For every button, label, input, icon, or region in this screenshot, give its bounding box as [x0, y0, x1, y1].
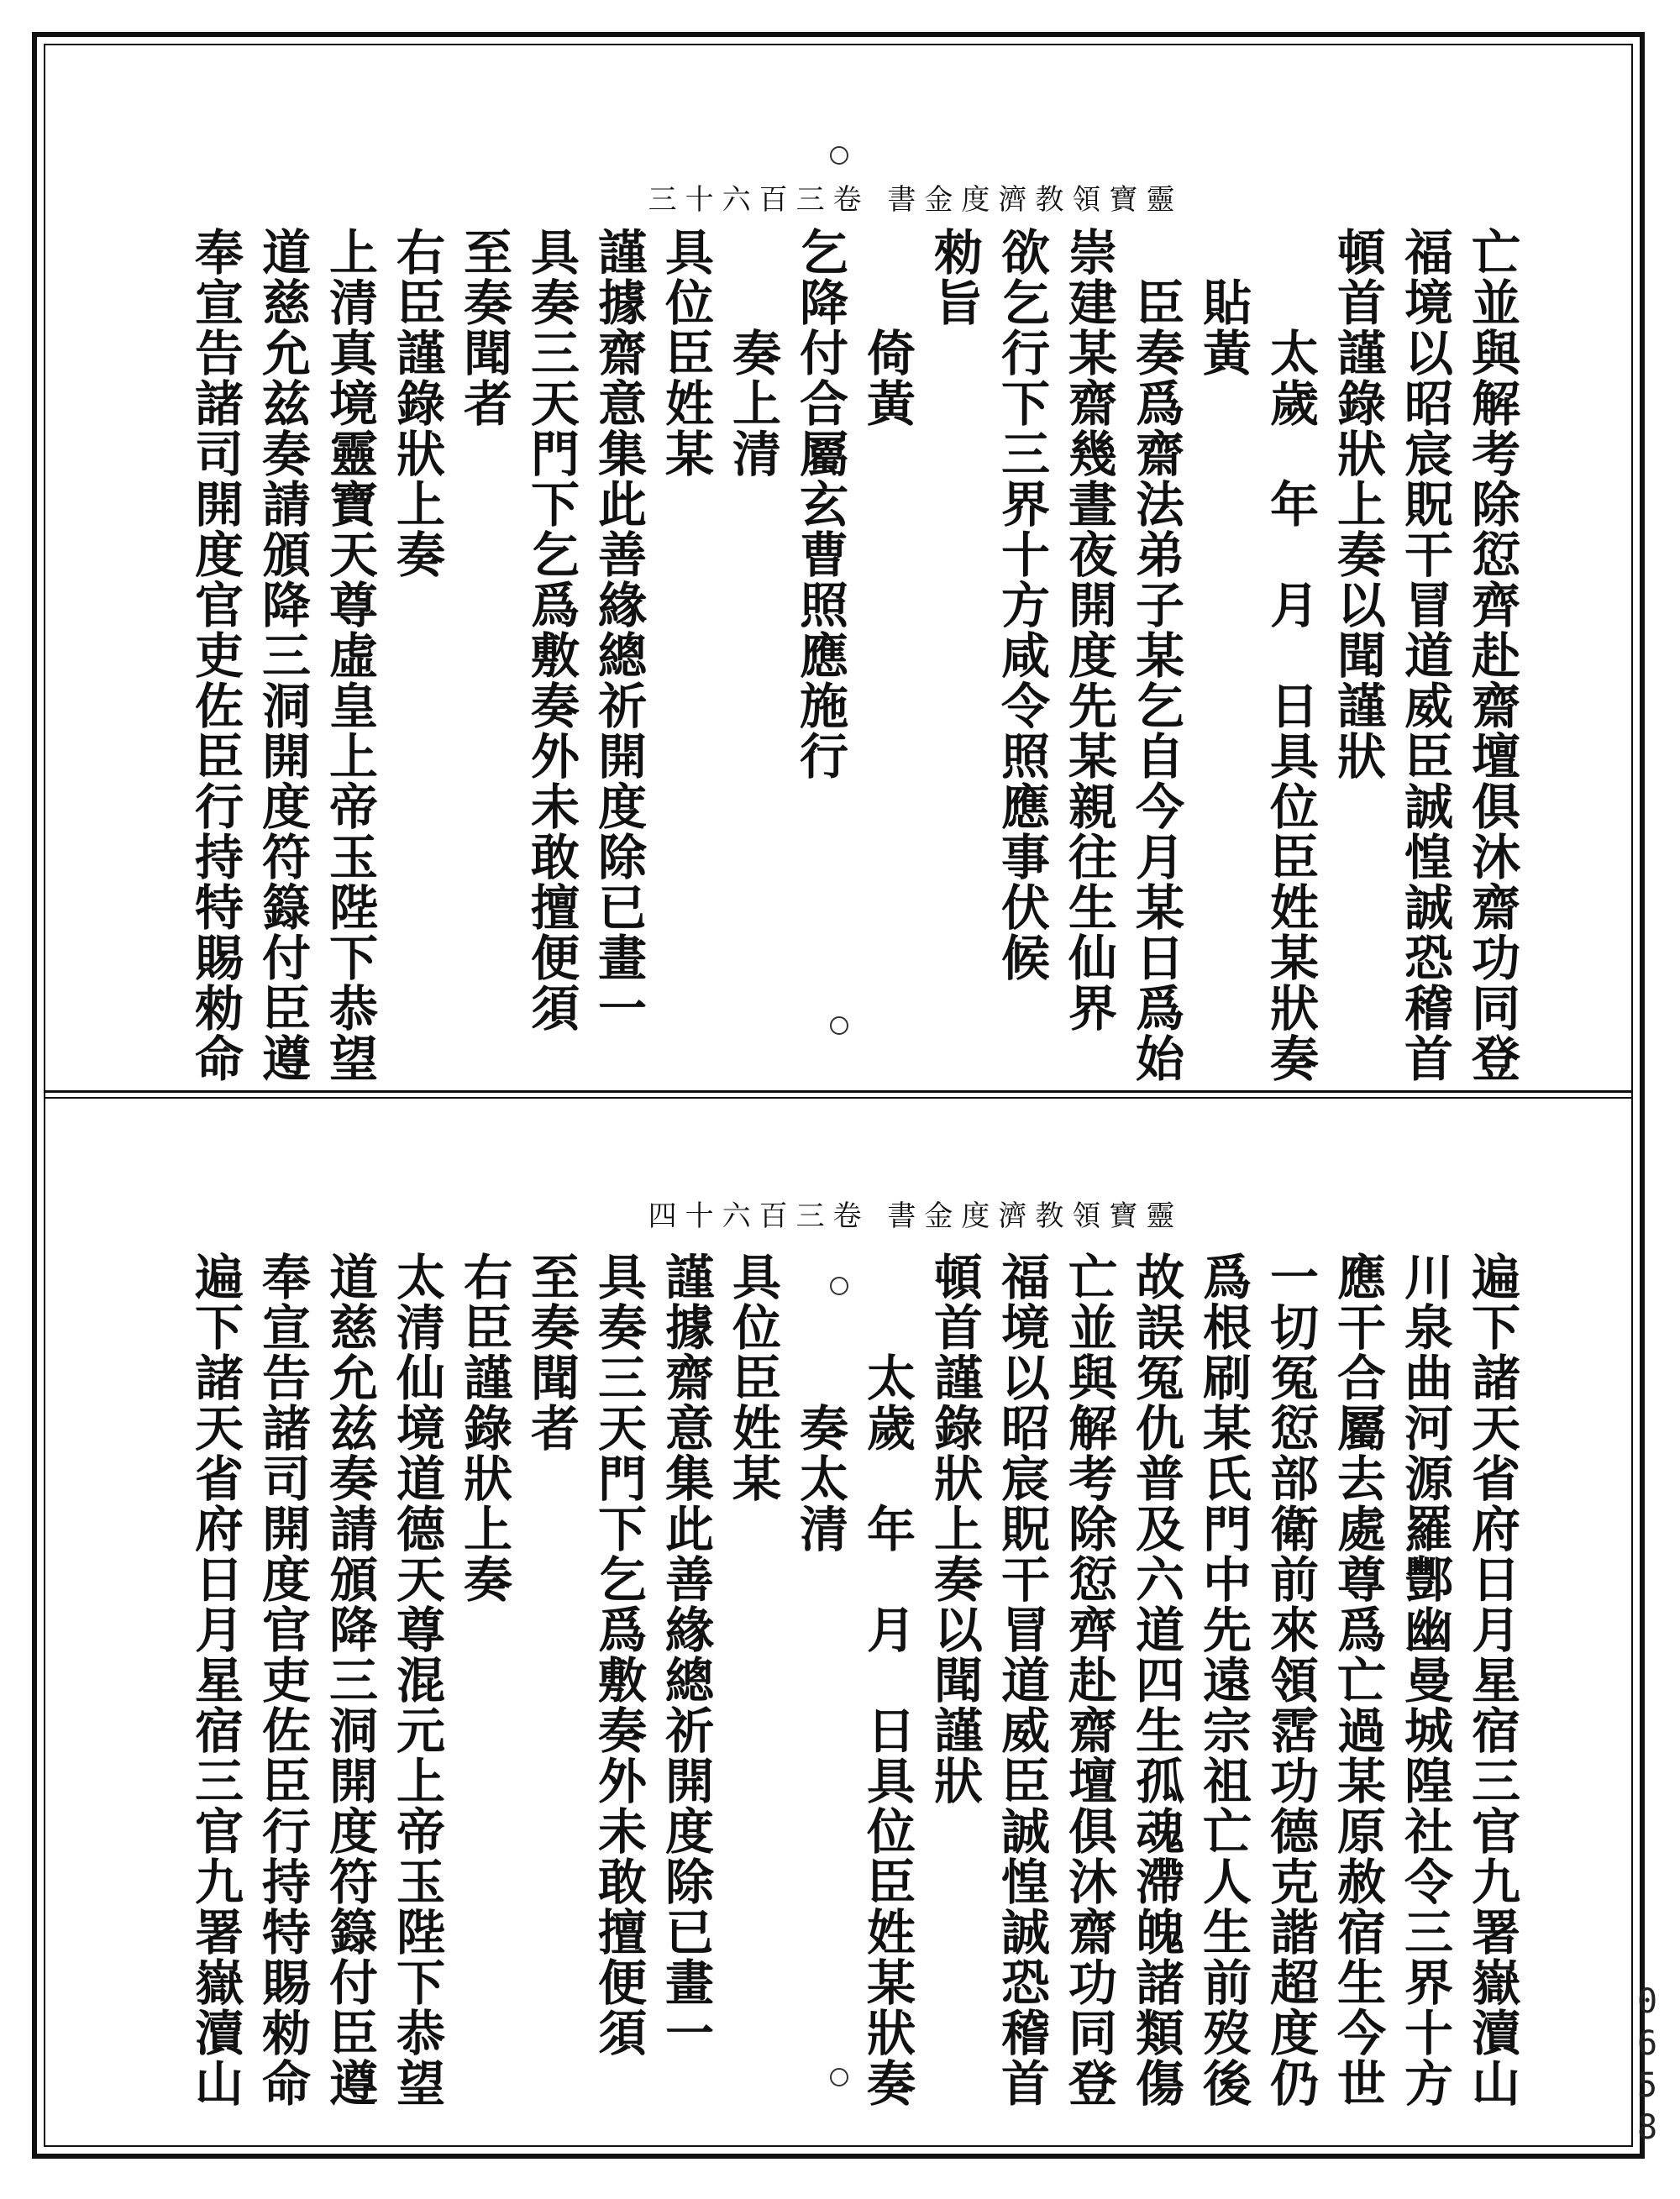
text-column: 乞降付合屬玄曹照應施行 — [791, 227, 848, 781]
text-column: 應干合屬去處尊爲亡過某原赦宿生今世 — [1329, 1252, 1386, 2108]
text-column: 太歲 年 月 日具位臣姓某狀奏 — [1262, 227, 1319, 1084]
text-column: 奉宣告諸司開度官吏佐臣行持特賜勑命 — [254, 1252, 311, 2108]
page-divider — [44, 1090, 1633, 1099]
text-column: 奏上清 — [724, 227, 781, 479]
text-column: 具奏三天門下乞爲敷奏外未敢擅便須 — [590, 1252, 647, 2058]
text-column: 亡並與解考除愆齊赴齋壇俱沐齋功同登 — [1060, 1252, 1117, 2108]
top-page-header: 靈寶領教濟度金書 卷三百六十三 — [648, 183, 1184, 217]
text-column: 貼黃 — [1194, 227, 1252, 378]
text-column: 右臣謹錄狀上奏 — [455, 1252, 512, 1604]
bottom-page-text — [97, 1252, 1525, 2125]
text-column: 具奏三天門下乞爲敷奏外未敢擅便須 — [522, 227, 580, 1033]
text-column: 川泉曲河源羅酆幽曼城隍社令三界十方 — [1396, 1252, 1453, 2108]
text-column: 倚黃 — [858, 227, 916, 428]
bottom-page — [50, 1102, 1626, 2144]
binding-hole-icon — [830, 146, 848, 165]
text-column: 一切冤愆部衛前來領霑功德克諧超度仍 — [1262, 1252, 1319, 2108]
text-column: 頓首謹錄狀上奏以聞謹狀 — [1329, 227, 1386, 781]
top-page-text — [97, 227, 1525, 1084]
text-column: 故誤冤仇普及六道四生孤魂滯魄諸類傷 — [1127, 1252, 1184, 2108]
text-column: 勑旨 — [926, 227, 983, 328]
text-column: 至奏聞者 — [455, 227, 512, 428]
text-column: 奏太清 — [791, 1252, 848, 1554]
text-column: 右臣謹錄狀上奏 — [388, 227, 445, 580]
text-column: 頓首謹錄狀上奏以聞謹狀 — [926, 1252, 983, 1806]
text-column: 亡並與解考除愆齊赴齋壇俱沐齋功同登 — [1463, 227, 1520, 1084]
text-column: 道慈允兹奏請頒降三洞開度符籙付臣遵 — [321, 1252, 378, 2108]
text-column: 至奏聞者 — [522, 1252, 580, 1453]
text-column: 遍下諸天省府日月星宿三官九署嶽瀆山 — [186, 1252, 244, 2108]
text-column: 福境以昭宸貺干冒道威臣誠惶誠恐稽首 — [1396, 227, 1453, 1084]
text-column: 上清真境靈寶天尊虛皇上帝玉陛下恭望 — [321, 227, 378, 1084]
text-column: 謹據齋意集此善緣總祈開度除已畫一 — [590, 227, 647, 1033]
text-column: 具位臣姓某 — [724, 1252, 781, 1504]
text-column: 欲乞行下三界十方咸令照應事伏候 — [993, 227, 1050, 983]
text-column: 具位臣姓某 — [657, 227, 714, 479]
text-column: 道慈允兹奏請頒降三洞開度符籙付臣遵 — [254, 227, 311, 1084]
text-column: 太歲 年 月 日具位臣姓某狀奏 — [858, 1252, 916, 2108]
page-number: 0658 — [1628, 1982, 1667, 2150]
text-column: 奉宣告諸司開度官吏佐臣行持特賜勑命 — [186, 227, 244, 1084]
text-column: 崇建某齋幾晝夜開度先某親往生仙界 — [1060, 227, 1117, 1033]
text-column: 臣奏爲齋法弟子某乞自今月某日爲始 — [1127, 227, 1184, 1084]
bottom-page-header: 靈寶領教濟度金書 卷三百六十四 — [648, 1199, 1184, 1233]
text-column: 遍下諸天省府日月星宿三官九署嶽瀆山 — [1463, 1252, 1520, 2108]
text-column: 爲根刷某氏門中先遠宗祖亡人生前歿後 — [1194, 1252, 1252, 2108]
top-page — [50, 50, 1626, 1089]
text-column: 謹據齋意集此善緣總祈開度除已畫一 — [657, 1252, 714, 2058]
text-column: 福境以昭宸貺干冒道威臣誠惶誠恐稽首 — [993, 1252, 1050, 2108]
text-column: 太清仙境道德天尊混元上帝玉陛下恭望 — [388, 1252, 445, 2108]
